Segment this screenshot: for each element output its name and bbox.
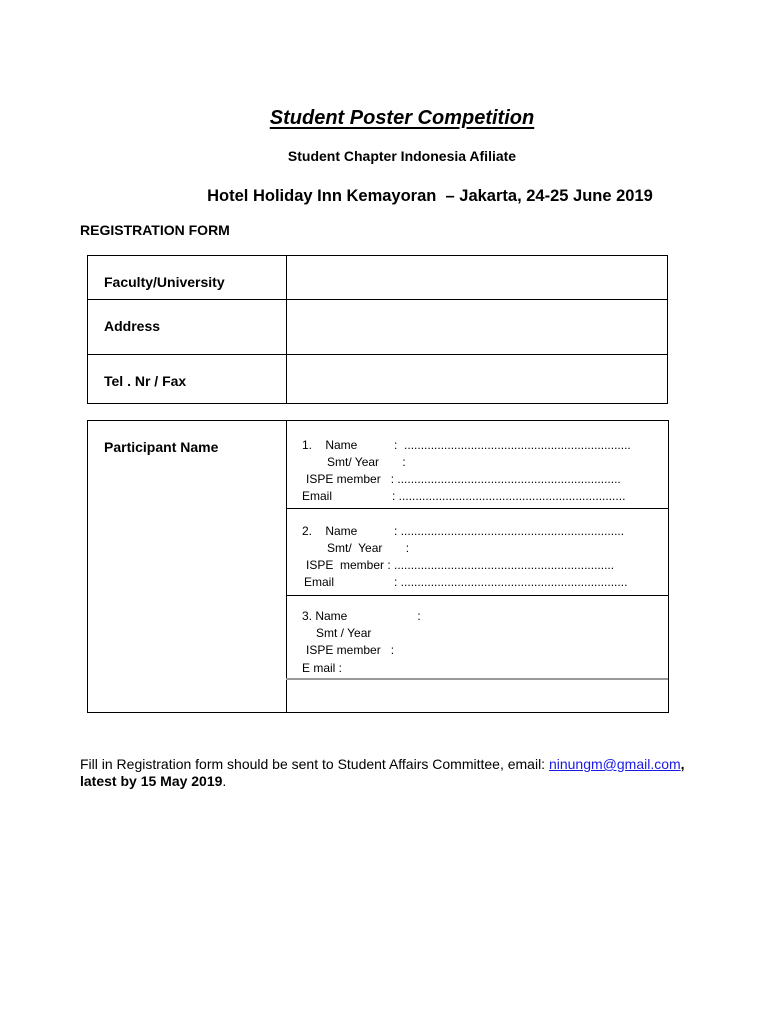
faculty-university-label: Faculty/University: [104, 274, 225, 290]
participant-2-smt-year[interactable]: Smt/ Year :: [327, 541, 410, 555]
faculty-university-field[interactable]: [287, 256, 667, 299]
participant-name-label: Participant Name: [104, 439, 219, 455]
participant-2-email[interactable]: Email : ....................................................................: [304, 575, 628, 589]
tel-fax-field[interactable]: [287, 355, 667, 403]
tel-fax-label: Tel . Nr / Fax: [104, 373, 187, 389]
contact-email-link[interactable]: ninungm@gmail.com: [548, 756, 681, 772]
form-subtitle: Student Chapter Indonesia Afiliate: [287, 148, 517, 164]
participant-2-ispe-member[interactable]: ISPE member : ..................................................................: [306, 558, 615, 572]
form-title: Student Poster Competition: [269, 107, 535, 129]
table-divider: [286, 508, 668, 509]
participant-1-email[interactable]: Email : ....................................................................: [302, 489, 626, 503]
table-divider: [286, 678, 668, 680]
address-field[interactable]: [287, 300, 667, 354]
instructions-text: Fill in Registration form should be sent to Student Affairs Committee, email:: [80, 756, 549, 772]
participant-3-ispe-member[interactable]: ISPE member :: [306, 643, 395, 657]
participant-3-email[interactable]: E mail :: [302, 661, 343, 675]
deadline-text: latest by 15 May 2019: [80, 773, 223, 789]
event-venue-date: Hotel Holiday Inn Kemayoran – Jakarta, 24-25 June 2019: [207, 187, 653, 205]
address-label: Address: [104, 318, 161, 334]
participant-2-name[interactable]: 2. Name : ...................................................................: [302, 524, 625, 538]
period: .: [222, 773, 227, 789]
table-divider: [286, 421, 287, 712]
institution-info-table: [87, 255, 668, 404]
submission-instructions: [80, 756, 720, 790]
participant-table: [87, 420, 669, 713]
registration-heading: REGISTRATION FORM: [80, 222, 230, 238]
participant-3-smt-year[interactable]: Smt / Year: [316, 626, 372, 640]
participant-3-name[interactable]: 3. Name :: [302, 609, 421, 623]
table-divider: [286, 595, 668, 596]
participant-1-smt-year[interactable]: Smt/ Year :: [327, 455, 406, 469]
participant-1-ispe-member[interactable]: ISPE member : ...................................................................: [306, 472, 621, 486]
participant-1-name[interactable]: 1. Name : ....................................................................: [302, 438, 631, 452]
comma: ,: [680, 756, 685, 772]
